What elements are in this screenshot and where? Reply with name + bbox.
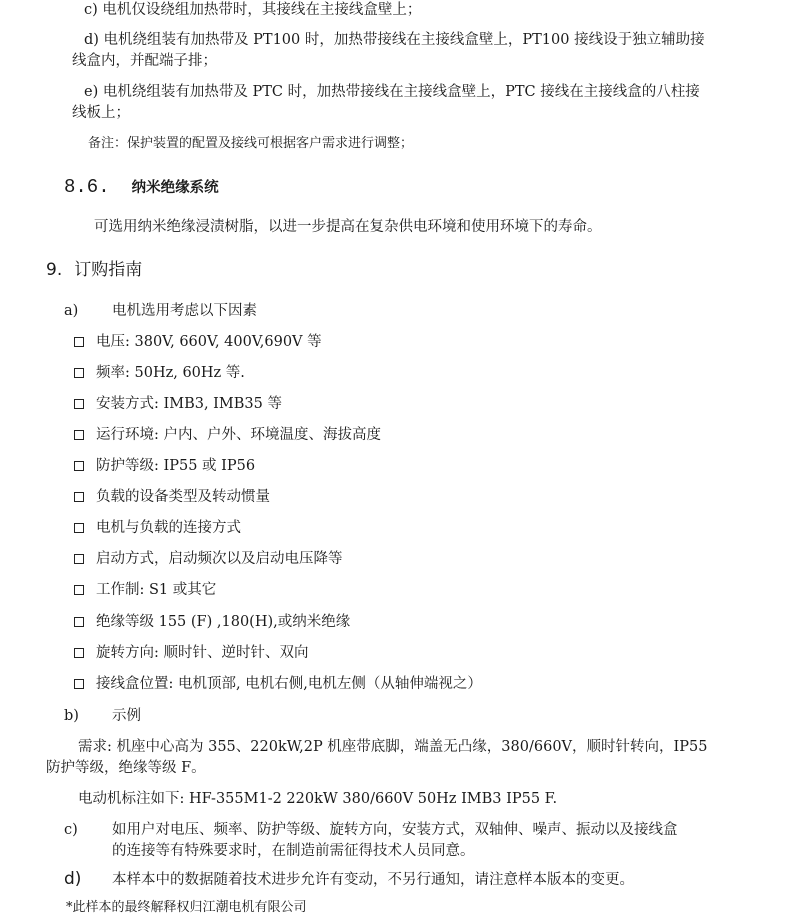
example-requirement-line1: 需求: 机座中心高为 355、220kW,2P 机座带底脚，端盖无凸缘，380/660V，顺时针转向，IP55 — [78, 739, 708, 755]
checklist-text: 频率: 50Hz, 60Hz 等. — [96, 365, 245, 381]
checklist-text: 工作制: S1 或其它 — [96, 582, 217, 598]
checkbox-icon — [74, 554, 84, 564]
checkbox-icon — [74, 337, 84, 347]
item-d-pt100-line2: 线盒内，并配端子排； — [72, 53, 217, 69]
checklist-text: 安装方式: IMB3, IMB35 等 — [96, 396, 282, 412]
section-9-heading — [46, 259, 142, 281]
checklist-item — [74, 643, 309, 663]
checkbox-icon — [74, 492, 84, 502]
checkbox-icon — [74, 648, 84, 658]
checkbox-icon — [74, 523, 84, 533]
checkbox-icon — [74, 399, 84, 409]
item-c-heater: c) 电机仅设绕组加热带时，其接线在主接线盒壁上； — [84, 2, 422, 18]
checklist-item — [74, 394, 282, 414]
item-label: b) — [64, 708, 79, 724]
checkbox-icon — [74, 430, 84, 440]
section-number: 8.6. — [64, 176, 110, 198]
item-e-ptc-line2: 线板上； — [72, 105, 130, 121]
item-text: 本样本中的数据随着技术进步允许有变动，不另行通知，请注意样本版本的变更。 — [112, 872, 634, 888]
item-text: 如用户对电压、频率、防护等级、旋转方向，安装方式，双轴伸、噪声、振动以及接线盒 — [112, 822, 678, 838]
footer-disclaimer: *此样本的最终解释权归江潮电机有限公司 — [66, 900, 307, 915]
checklist-text: 绝缘等级 155 (F) ,180(H),或纳米绝缘 — [96, 614, 351, 630]
checklist-text: 电压: 380V, 660V, 400V,690V 等 — [96, 334, 322, 350]
checklist-item — [74, 518, 241, 538]
item-a — [64, 301, 257, 321]
motor-designation: 电动机标注如下: HF-355M1-2 220kW 380/660V 50Hz IMB3 IP55 F. — [78, 791, 558, 807]
item-label: d) — [64, 869, 82, 889]
checkbox-icon — [74, 368, 84, 378]
checklist-item — [74, 612, 350, 632]
remark-note: 备注：保护装置的配置及接线可根据客户需求进行调整； — [88, 136, 414, 151]
checklist-item — [74, 674, 482, 694]
item-label: c) — [64, 822, 78, 838]
checklist-item — [74, 332, 322, 352]
checkbox-icon — [74, 617, 84, 627]
checklist-item — [74, 425, 381, 445]
checklist-text: 电机与负载的连接方式 — [96, 520, 241, 536]
item-text: 示例 — [112, 708, 141, 724]
item-d — [64, 869, 634, 890]
checkbox-icon — [74, 585, 84, 595]
checklist-text: 接线盒位置: 电机顶部, 电机右侧,电机左侧（从轴伸端视之） — [96, 676, 482, 692]
checklist-text: 防护等级: IP55 或 IP56 — [96, 458, 256, 474]
example-requirement-line2: 防护等级，绝缘等级 F。 — [46, 760, 206, 776]
checklist-item — [74, 487, 270, 507]
checklist-item — [74, 580, 216, 600]
item-e-ptc-line1: e) 电机绕组装有加热带及 PTC 时，加热带接线在主接线盒壁上，PTC 接线在主接线盒的八柱接 — [84, 84, 700, 100]
checkbox-icon — [74, 679, 84, 689]
section-title: 订购指南 — [74, 260, 143, 280]
checklist-item — [74, 363, 245, 383]
item-label: a) — [64, 303, 79, 319]
section-number: 9. — [46, 260, 63, 280]
section-title: 纳米绝缘系统 — [131, 180, 219, 196]
checklist-text: 旋转方向: 顺时针、逆时针、双向 — [96, 645, 309, 661]
checkbox-icon — [74, 461, 84, 471]
item-c-line2: 的连接等有特殊要求时，在制造前需征得技术人员同意。 — [112, 843, 475, 859]
item-c — [64, 820, 678, 840]
item-text: 电机选用考虑以下因素 — [112, 303, 257, 319]
section-8-6-body: 可选用纳米绝缘浸渍树脂，以进一步提高在复杂供电环境和使用环境下的寿命。 — [94, 219, 602, 235]
checklist-text: 运行环境: 户内、户外、环境温度、海拔高度 — [96, 427, 381, 443]
section-8-6-heading — [64, 176, 219, 199]
checklist-item — [74, 456, 255, 476]
checklist-item — [74, 549, 343, 569]
item-d-pt100-line1: d) 电机绕组装有加热带及 PT100 时，加热带接线在主接线盒壁上，PT100 接线设于独立辅助接 — [84, 32, 705, 48]
checklist-text: 启动方式，启动频次以及启动电压降等 — [96, 551, 343, 567]
checklist-text: 负载的设备类型及转动惯量 — [96, 489, 270, 505]
item-b — [64, 706, 141, 726]
